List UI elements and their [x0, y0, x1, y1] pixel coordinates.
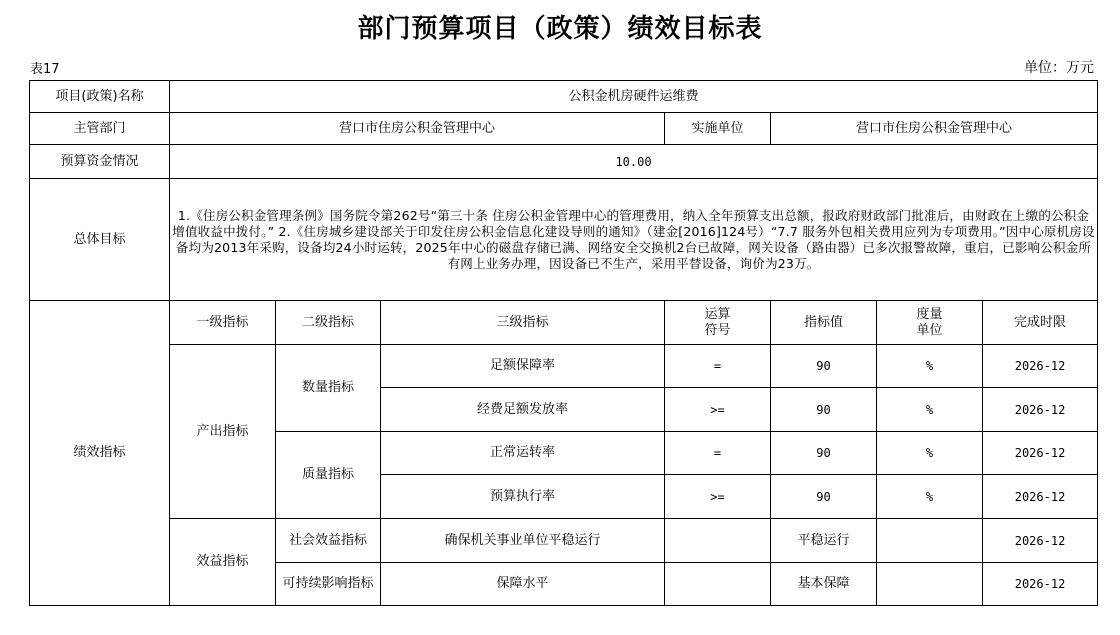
- overall-goal-text: 1.《住房公积金管理条例》国务院令第262号“第三十条 住房公积金管理中心的管理费用，纳入全年预算支出总额，报政府财政部门批准后，由财政在上缴的公积金增值收益中拨付。” 2.《住房城乡建设部关于印发住房公积金信息化建设导则的通知》（建金[2016]124号）“7.7 服务外包相关费用应列为专项费用。”因中心原机房设备均为2013年采购，设备均24小时运转，2025年中心的磁盘存储已满、网络安全交换机2台已故障，网关设备（路由器）已多次报警故障，重启，已影响公积金所有网上业务办理，因设备已不生产，采用平替设备，询价为23万。: [170, 179, 1098, 301]
- row-unit: %: [877, 345, 983, 388]
- header-operator: [665, 301, 771, 345]
- row-deadline: 2026-12: [983, 563, 1098, 606]
- row-operator: =: [665, 345, 771, 388]
- header-operator-line2: 符号: [704, 322, 731, 338]
- header-unit-line1: 度量: [916, 306, 943, 322]
- row-deadline: 2026-12: [983, 345, 1098, 388]
- dept-label: 主管部门: [30, 113, 170, 145]
- header-level2: 二级指标: [276, 301, 381, 345]
- overall-goal-label: 总体目标: [30, 179, 170, 301]
- row-operator: =: [665, 432, 771, 475]
- performance-target-table: [29, 80, 1098, 606]
- row-unit: %: [877, 475, 983, 519]
- row-unit: %: [877, 432, 983, 475]
- funds-label: 预算资金情况: [30, 145, 170, 179]
- row-unit: [877, 519, 983, 563]
- table-row: [30, 345, 1098, 388]
- row-operator: [665, 563, 771, 606]
- row-level2: 社会效益指标: [276, 519, 381, 563]
- row-unit: %: [877, 388, 983, 432]
- row-value: 平稳运行: [771, 519, 877, 563]
- header-value: 指标值: [771, 301, 877, 345]
- row-unit: [877, 563, 983, 606]
- row-deadline: 2026-12: [983, 475, 1098, 519]
- row-level3: 足额保障率: [381, 345, 665, 388]
- header-unit-line2: 单位: [916, 322, 943, 338]
- row-overall-goal: [30, 179, 1098, 301]
- header-level1: 一级指标: [170, 301, 276, 345]
- row-operator: [665, 519, 771, 563]
- table-row: [30, 519, 1098, 563]
- row-project-name: [30, 81, 1098, 113]
- row-deadline: 2026-12: [983, 388, 1098, 432]
- row-indicator-header: [30, 301, 1098, 345]
- row-level3: 经费足额发放率: [381, 388, 665, 432]
- output-level1: 产出指标: [170, 345, 276, 519]
- row-deadline: 2026-12: [983, 432, 1098, 475]
- impl-unit-label: 实施单位: [665, 113, 771, 145]
- row-value: 90: [771, 345, 877, 388]
- project-name-value: 公积金机房硬件运维费: [170, 81, 1098, 113]
- benefit-level1: 效益指标: [170, 519, 276, 606]
- quantity-level2: 数量指标: [276, 345, 381, 432]
- page-title: 部门预算项目（政策）绩效目标表: [357, 14, 763, 44]
- dept-value: 营口市住房公积金管理中心: [170, 113, 665, 145]
- row-level3: 保障水平: [381, 563, 665, 606]
- row-deadline: 2026-12: [983, 519, 1098, 563]
- row-value: 基本保障: [771, 563, 877, 606]
- funds-value: 10.00: [170, 145, 1098, 179]
- row-value: 90: [771, 432, 877, 475]
- header-operator-line1: 运算: [704, 306, 731, 322]
- impl-unit-value: 营口市住房公积金管理中心: [771, 113, 1098, 145]
- form-number: 表17: [30, 62, 60, 77]
- header-level3: 三级指标: [381, 301, 665, 345]
- row-level3: 预算执行率: [381, 475, 665, 519]
- row-operator: >=: [665, 475, 771, 519]
- row-value: 90: [771, 475, 877, 519]
- row-value: 90: [771, 388, 877, 432]
- row-level3: 正常运转率: [381, 432, 665, 475]
- row-operator: >=: [665, 388, 771, 432]
- header-unit: [877, 301, 983, 345]
- row-department: [30, 113, 1098, 145]
- perf-indicators-label: 绩效指标: [30, 301, 170, 606]
- row-level2: 可持续影响指标: [276, 563, 381, 606]
- header-deadline: 完成时限: [983, 301, 1098, 345]
- quality-level2: 质量指标: [276, 432, 381, 519]
- row-funds: [30, 145, 1098, 179]
- row-level3: 确保机关事业单位平稳运行: [381, 519, 665, 563]
- project-name-label: 项目(政策)名称: [30, 81, 170, 113]
- unit-label: 单位：万元: [1024, 60, 1094, 76]
